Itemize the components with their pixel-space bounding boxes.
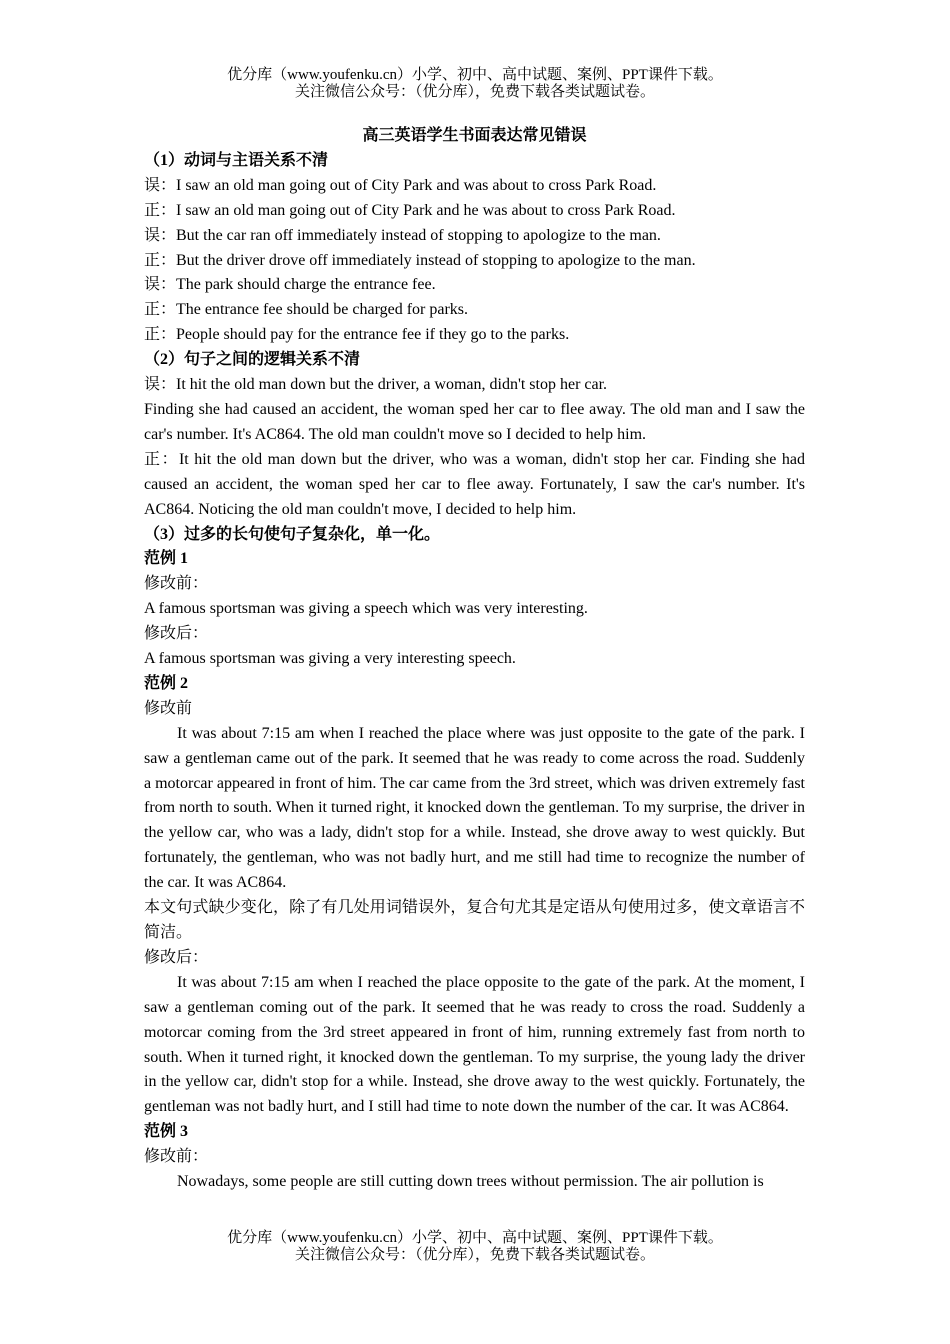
- paragraph: 正：People should pay for the entrance fee if they go to the parks.: [144, 326, 570, 344]
- header-line-1: 优分库（www.youfenku.cn）小学、初中、高中试题、案例、PPT课件下载。: [227, 67, 723, 83]
- footer-line-1: 优分库（www.youfenku.cn）小学、初中、高中试题、案例、PPT课件下载。: [227, 1230, 723, 1246]
- paragraph: It was about 7:15 am when I reached the place opposite to the gate of the park. At the moment, I saw a gentleman coming out of the park. It seemed that he was ready to cross the road. Suddenly a motorcar coming from the 3rd street appeared in front of him, running extremely fast from north to south. When it turned right, it knocked down the gentleman. To my surprise, the young lady the driver in the yellow car, didn't stop for a while. Instead, she drove away to the west quickly. Fortunately, the gentleman was not badly hurt, and I still had time to note down the number of the car. It was AC864.: [144, 973, 805, 1116]
- footer-line-2: 关注微信公众号：（优分库），免费下载各类试题试卷。: [294, 1247, 655, 1263]
- header-line-2: 关注微信公众号：（优分库），免费下载各类试题试卷。: [294, 84, 655, 100]
- paragraph: 修改后：: [144, 625, 209, 643]
- page-header: [0, 67, 950, 101]
- paragraph: 正：It hit the old man down but the driver, who was a woman, didn't stop her car. Finding she had caused an accident, the woman sped her car to flee away. Fortunately, I saw the car's number. It's AC864. Noticing the old man couldn't move, I decided to help him.: [144, 450, 805, 518]
- document-title: 高三英语学生书面表达常见错误: [362, 127, 587, 144]
- document-body: [144, 124, 805, 1195]
- example-heading-3: 范例 3: [144, 1123, 189, 1141]
- paragraph: It was about 7:15 am when I reached the place where was just opposite to the gate of the park. I saw a gentleman came out of the park. It seemed that he was ready to come across the road. Suddenly a motorcar appeared in front of him. The car came from the 3rd street, which was driven extremely fast from north to south. When it turned right, it knocked down the gentleman. To my surprise, the driver in the yellow car, who was a lady, didn't stop for a while. Instead, she drove away to west quickly. But fortunately, the gentleman, who was not badly hurt, and me still had time to recognize the number of the car. It was AC864.: [144, 724, 805, 892]
- paragraph: 误：The park should charge the entrance fee.: [144, 276, 436, 294]
- example-heading-2: 范例 2: [144, 674, 189, 692]
- paragraph: 正：I saw an old man going out of City Park and he was about to cross Park Road.: [144, 201, 676, 219]
- section-heading-1: （1）动词与主语关系不清: [144, 151, 329, 169]
- paragraph: A famous sportsman was giving a very interesting speech.: [144, 650, 516, 668]
- paragraph: 误：I saw an old man going out of City Park and was about to cross Park Road.: [144, 176, 657, 194]
- section-heading-3: （3）过多的长句使句子复杂化，单一化。: [144, 525, 441, 543]
- paragraph: 修改前：: [144, 1148, 209, 1166]
- example-heading-1: 范例 1: [144, 550, 189, 568]
- paragraph: 本文句式缺少变化，除了有几处用词错误外，复合句尤其是定语从句使用过多，使文章语言不简洁。: [144, 899, 805, 941]
- paragraph: Finding she had caused an accident, the woman sped her car to flee away. The old man and I saw the car's number. It's AC864. The old man couldn't move so I decided to help him.: [144, 400, 805, 443]
- paragraph: 正：The entrance fee should be charged for parks.: [144, 301, 469, 319]
- paragraph: 修改后：: [144, 948, 209, 966]
- paragraph: 修改前：: [144, 575, 209, 593]
- paragraph: 误：But the car ran off immediately instead of stopping to apologize to the man.: [144, 226, 661, 244]
- section-heading-2: （2）句子之间的逻辑关系不清: [144, 351, 361, 369]
- paragraph: 修改前: [144, 699, 193, 717]
- paragraph: Nowadays, some people are still cutting down trees without permission. The air pollution is: [177, 1173, 764, 1191]
- paragraph: A famous sportsman was giving a speech which was very interesting.: [144, 600, 588, 618]
- paragraph: 误：It hit the old man down but the driver, a woman, didn't stop her car.: [144, 376, 608, 394]
- paragraph: 正：But the driver drove off immediately instead of stopping to apologize to the man.: [144, 251, 696, 269]
- page-footer: [0, 1230, 950, 1264]
